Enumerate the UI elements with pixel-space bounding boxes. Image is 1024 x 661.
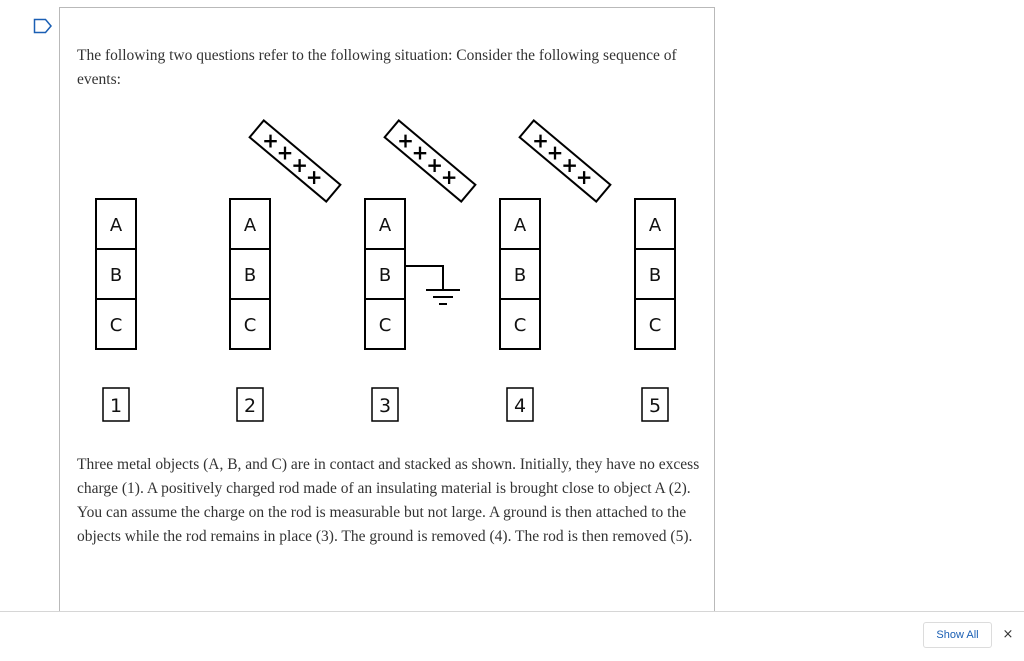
positive-charge: + (397, 128, 414, 153)
positive-charge: + (426, 152, 443, 177)
description-text: Three metal objects (A, B, and C) are in contact and stacked as shown. Initially, they have no excess charge (1). A positively charged rod made of an insulating material is brought close to object A (2). You can assume the charge on the rod is measurable but not large. A ground is then attached to the objects while the rod remains in place (3). The ground is removed (4). The rod is then removed (5). (77, 456, 700, 545)
ground-wire (405, 266, 443, 289)
object-label: C (243, 315, 257, 336)
object-label: C (378, 315, 392, 336)
positive-charge: + (305, 165, 323, 190)
object-label: B (109, 265, 123, 286)
positive-charge: + (262, 128, 279, 153)
object-label: B (513, 265, 527, 286)
object-label: B (378, 265, 392, 286)
object-label: A (243, 215, 257, 236)
positive-charge: + (532, 128, 549, 153)
object-label: A (378, 215, 392, 236)
object-label: C (109, 315, 123, 336)
positive-charge: + (561, 152, 578, 177)
positive-charge: + (291, 152, 308, 177)
positive-charge: + (440, 165, 458, 190)
close-icon[interactable]: × (1002, 627, 1014, 642)
positive-charge: + (411, 140, 429, 165)
intro-text: The following two questions refer to the following situation: Consider the following sequence of events: (77, 47, 677, 88)
charged-rod (382, 118, 477, 205)
bottom-bar (0, 611, 1024, 661)
show-all-button[interactable]: Show All (923, 622, 992, 648)
positive-charge: + (546, 140, 564, 165)
step-number: 4 (513, 395, 527, 417)
object-label: A (109, 215, 123, 236)
step-number: 2 (243, 395, 257, 417)
object-label: B (243, 265, 257, 286)
object-label: A (648, 215, 662, 236)
positive-charge: + (575, 165, 593, 190)
object-label: A (513, 215, 527, 236)
object-label: C (513, 315, 527, 336)
charged-rod (247, 118, 342, 205)
step-number: 1 (109, 395, 123, 417)
charged-rod (517, 118, 612, 205)
positive-charge: + (276, 140, 294, 165)
step-number: 5 (648, 395, 662, 417)
step-number: 3 (378, 395, 392, 417)
object-label: C (648, 315, 662, 336)
object-label: B (648, 265, 662, 286)
